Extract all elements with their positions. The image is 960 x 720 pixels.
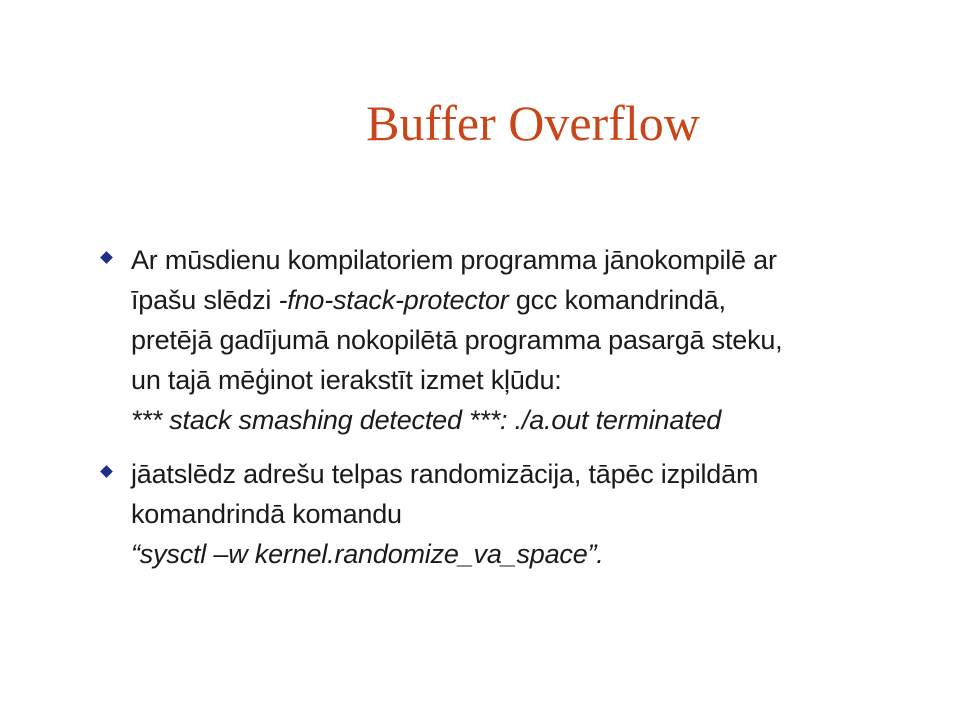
bullet-text-segment: īpašu slēdzi bbox=[131, 285, 279, 315]
bullet-item-compiler-flag bbox=[102, 240, 902, 440]
compiler-flag-text: -fno-stack-protector bbox=[278, 285, 509, 315]
bullet-text-segment: gcc komandrindā, bbox=[508, 285, 726, 315]
bullet-text-line: Ar mūsdienu kompilatoriem programma jānokompilē ar bbox=[131, 245, 777, 275]
diamond-bullet-icon bbox=[100, 465, 113, 478]
bullet-text-line: komandrindā komandu bbox=[131, 499, 402, 529]
slide-title: Buffer Overflow bbox=[366, 95, 700, 151]
bullet-text-line: un tajā mēģinot ierakstīt izmet kļūdu: bbox=[131, 365, 562, 395]
command-text: “sysctl –w kernel.randomize_va_space”. bbox=[131, 539, 604, 569]
diamond-bullet-icon bbox=[100, 251, 113, 264]
bullet-list bbox=[102, 240, 902, 588]
bullet-text-line: jāatslēdz adrešu telpas randomizācija, tāpēc izpildām bbox=[131, 459, 759, 489]
error-message-text: *** stack smashing detected ***: ./a.out terminated bbox=[131, 405, 722, 435]
bullet-text-line: pretējā gadījumā nokopilētā programma pasargā steku, bbox=[131, 325, 783, 355]
bullet-text-line bbox=[131, 280, 902, 320]
bullet-item-aslr bbox=[102, 454, 902, 574]
